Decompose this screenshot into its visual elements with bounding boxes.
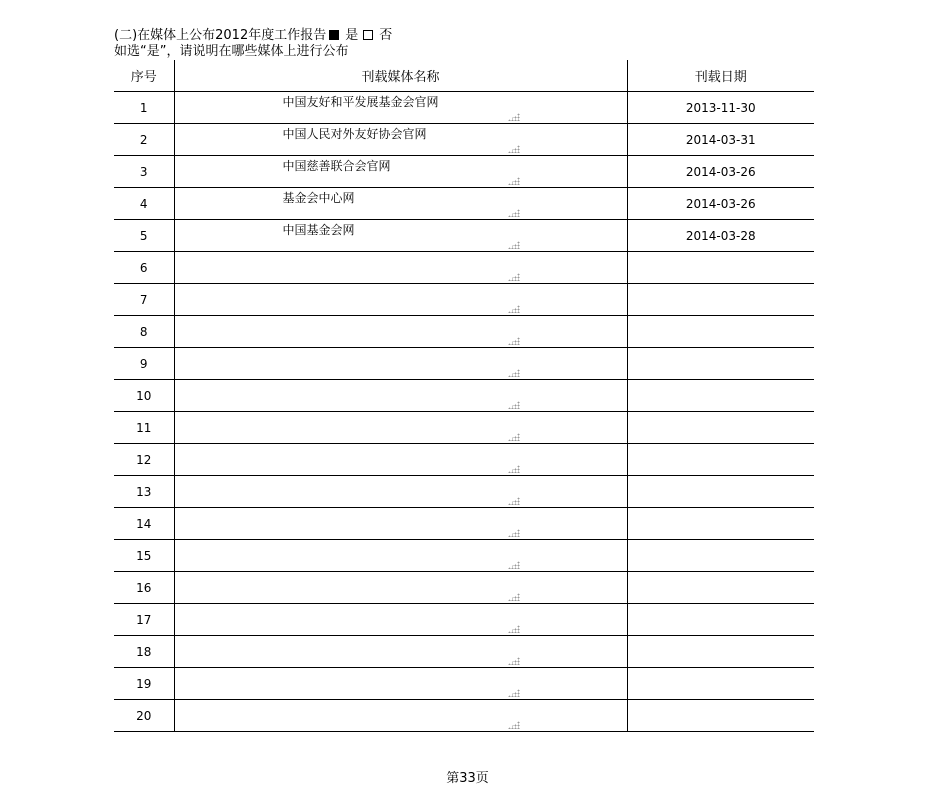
row-serial: 10 bbox=[114, 380, 174, 412]
resize-grip-icon bbox=[508, 305, 520, 313]
row-serial: 4 bbox=[114, 188, 174, 220]
row-serial: 13 bbox=[114, 476, 174, 508]
resize-grip-icon bbox=[508, 241, 520, 249]
yes-label: 是 bbox=[345, 28, 359, 43]
table-row bbox=[114, 572, 814, 604]
row-date bbox=[627, 252, 814, 284]
unchecked-box-icon bbox=[363, 30, 373, 40]
resize-grip-icon bbox=[508, 625, 520, 633]
row-date bbox=[627, 572, 814, 604]
table-row bbox=[114, 540, 814, 572]
page-number: 第33页 bbox=[446, 771, 489, 786]
row-media-name: 中国友好和平发展基金会官网 bbox=[282, 95, 439, 109]
resize-grip-icon bbox=[508, 369, 520, 377]
row-serial: 17 bbox=[114, 604, 174, 636]
row-media-name-cell bbox=[174, 156, 627, 188]
row-date bbox=[627, 668, 814, 700]
row-date: 2014-03-31 bbox=[627, 124, 814, 156]
header-date: 刊载日期 bbox=[627, 60, 814, 92]
table-row bbox=[114, 636, 814, 668]
report-publish-question bbox=[114, 28, 392, 44]
row-serial: 16 bbox=[114, 572, 174, 604]
row-serial: 11 bbox=[114, 412, 174, 444]
row-media-name-cell bbox=[174, 284, 627, 316]
row-serial: 1 bbox=[114, 92, 174, 124]
row-serial: 19 bbox=[114, 668, 174, 700]
row-date bbox=[627, 380, 814, 412]
table-row bbox=[114, 124, 814, 156]
row-media-name-cell bbox=[174, 476, 627, 508]
table-row bbox=[114, 348, 814, 380]
row-media-name-cell bbox=[174, 700, 627, 732]
resize-grip-icon bbox=[508, 689, 520, 697]
no-label: 否 bbox=[379, 28, 393, 43]
row-date bbox=[627, 604, 814, 636]
row-media-name-cell bbox=[174, 380, 627, 412]
row-serial: 12 bbox=[114, 444, 174, 476]
resize-grip-icon bbox=[508, 529, 520, 537]
row-media-name-cell bbox=[174, 444, 627, 476]
table-row bbox=[114, 700, 814, 732]
table-row bbox=[114, 476, 814, 508]
checked-box-icon bbox=[329, 30, 339, 40]
row-date bbox=[627, 348, 814, 380]
table-row bbox=[114, 316, 814, 348]
row-date: 2014-03-28 bbox=[627, 220, 814, 252]
row-media-name-cell bbox=[174, 604, 627, 636]
resize-grip-icon bbox=[508, 433, 520, 441]
row-serial: 20 bbox=[114, 700, 174, 732]
row-serial: 8 bbox=[114, 316, 174, 348]
table-row bbox=[114, 220, 814, 252]
row-serial: 7 bbox=[114, 284, 174, 316]
row-media-name-cell bbox=[174, 348, 627, 380]
resize-grip-icon bbox=[508, 497, 520, 505]
resize-grip-icon bbox=[508, 113, 520, 121]
table-row bbox=[114, 412, 814, 444]
header-media-name: 刊载媒体名称 bbox=[174, 60, 627, 92]
row-date bbox=[627, 316, 814, 348]
row-media-name: 中国慈善联合会官网 bbox=[282, 159, 391, 173]
resize-grip-icon bbox=[508, 465, 520, 473]
table-row bbox=[114, 508, 814, 540]
resize-grip-icon bbox=[508, 593, 520, 601]
row-serial: 6 bbox=[114, 252, 174, 284]
header-serial: 序号 bbox=[114, 60, 174, 92]
table-row bbox=[114, 188, 814, 220]
table-row bbox=[114, 252, 814, 284]
row-media-name-cell bbox=[174, 508, 627, 540]
table-row bbox=[114, 380, 814, 412]
table-header-row bbox=[114, 60, 814, 92]
table-row bbox=[114, 92, 814, 124]
resize-grip-icon bbox=[508, 561, 520, 569]
row-media-name-cell bbox=[174, 572, 627, 604]
resize-grip-icon bbox=[508, 721, 520, 729]
table-row bbox=[114, 156, 814, 188]
row-media-name-cell bbox=[174, 220, 627, 252]
row-date bbox=[627, 540, 814, 572]
row-serial: 2 bbox=[114, 124, 174, 156]
row-media-name-cell bbox=[174, 252, 627, 284]
row-media-name-cell bbox=[174, 92, 627, 124]
row-serial: 14 bbox=[114, 508, 174, 540]
resize-grip-icon bbox=[508, 401, 520, 409]
row-media-name-cell bbox=[174, 412, 627, 444]
resize-grip-icon bbox=[508, 145, 520, 153]
resize-grip-icon bbox=[508, 337, 520, 345]
row-serial: 3 bbox=[114, 156, 174, 188]
table-row bbox=[114, 604, 814, 636]
row-date bbox=[627, 444, 814, 476]
table-row bbox=[114, 444, 814, 476]
row-media-name-cell bbox=[174, 316, 627, 348]
row-media-name-cell bbox=[174, 188, 627, 220]
row-date: 2014-03-26 bbox=[627, 156, 814, 188]
row-date: 2014-03-26 bbox=[627, 188, 814, 220]
table-row bbox=[114, 668, 814, 700]
row-serial: 15 bbox=[114, 540, 174, 572]
media-table bbox=[114, 60, 814, 732]
resize-grip-icon bbox=[508, 209, 520, 217]
row-date bbox=[627, 700, 814, 732]
row-media-name-cell bbox=[174, 668, 627, 700]
row-date bbox=[627, 284, 814, 316]
row-date: 2013-11-30 bbox=[627, 92, 814, 124]
row-serial: 18 bbox=[114, 636, 174, 668]
resize-grip-icon bbox=[508, 273, 520, 281]
instruction-text: 如选“是”，请说明在哪些媒体上进行公布 bbox=[114, 44, 349, 59]
row-date bbox=[627, 412, 814, 444]
row-media-name: 基金会中心网 bbox=[282, 191, 355, 205]
row-date bbox=[627, 476, 814, 508]
row-date bbox=[627, 636, 814, 668]
row-media-name-cell bbox=[174, 636, 627, 668]
row-serial: 9 bbox=[114, 348, 174, 380]
row-media-name: 中国基金会网 bbox=[282, 223, 355, 237]
question-text: (二)在媒体上公布2012年度工作报告 bbox=[114, 28, 327, 43]
row-media-name: 中国人民对外友好协会官网 bbox=[282, 127, 427, 141]
row-serial: 5 bbox=[114, 220, 174, 252]
table-row bbox=[114, 284, 814, 316]
resize-grip-icon bbox=[508, 177, 520, 185]
row-media-name-cell bbox=[174, 124, 627, 156]
row-date bbox=[627, 508, 814, 540]
row-media-name-cell bbox=[174, 540, 627, 572]
resize-grip-icon bbox=[508, 657, 520, 665]
